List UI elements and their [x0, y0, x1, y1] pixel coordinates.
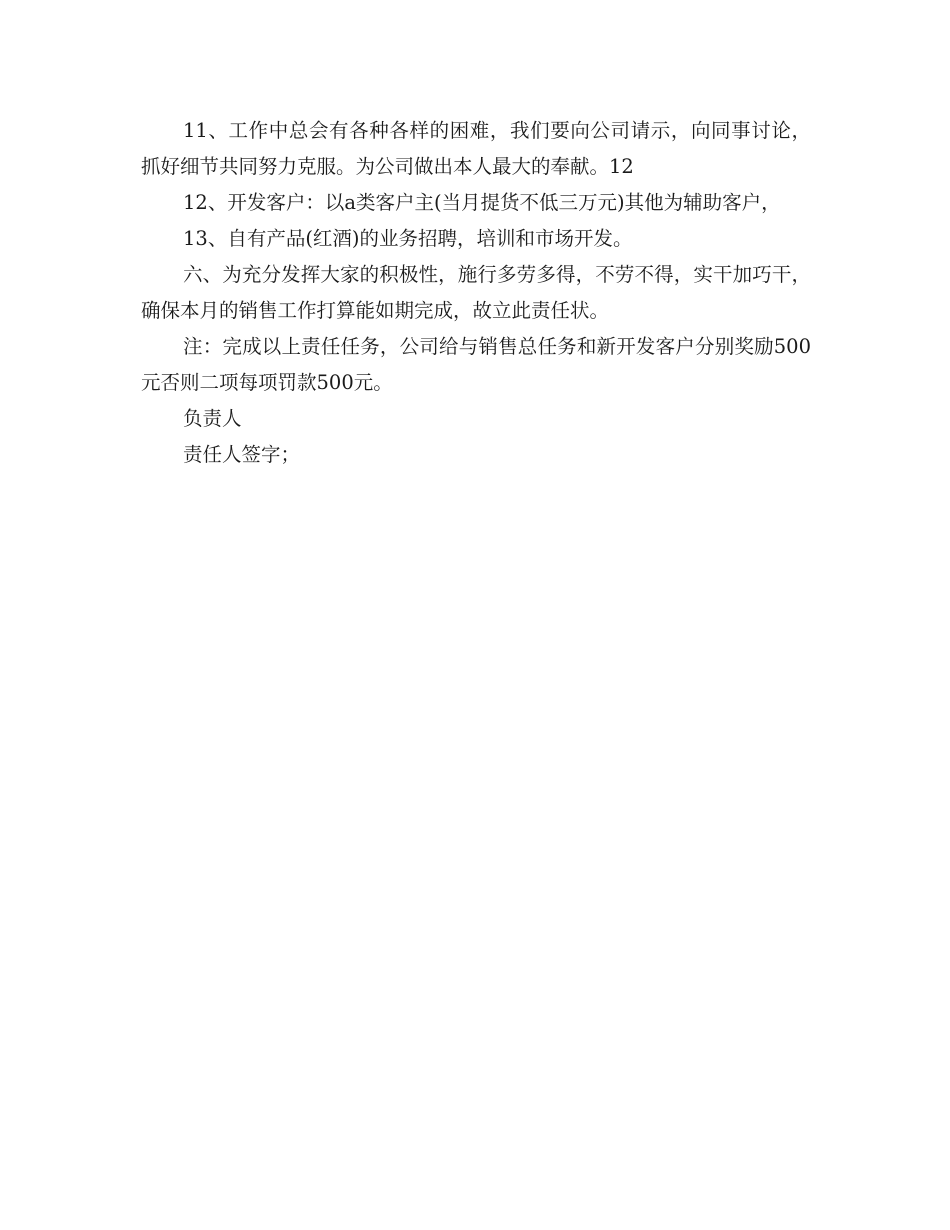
paragraph-item-11: 11、工作中总会有各种各样的困难，我们要向公司请示，向同事讨论，抓好细节共同努力克服。为公司做出本人最大的奉献。12 — [141, 119, 811, 178]
signature-label: 责任人签字； — [183, 443, 301, 466]
paragraph-item-12: 12、开发客户：以a类客户主(当月提货不低三万元)其他为辅助客户， — [183, 191, 781, 214]
responsible-person-label: 负责人 — [183, 407, 242, 430]
paragraph-note: 注：完成以上责任任务，公司给与销售总任务和新开发客户分别奖励500元否则二项每项罚款500元。 — [141, 335, 811, 394]
paragraph-section-six: 六、为充分发挥大家的积极性，施行多劳多得，不劳不得，实干加巧干，确保本月的销售工作打算能如期完成，故立此责任状。 — [141, 263, 811, 322]
document-body — [141, 113, 811, 473]
paragraph-item-13: 13、自有产品(红酒)的业务招聘，培训和市场开发。 — [183, 227, 633, 250]
